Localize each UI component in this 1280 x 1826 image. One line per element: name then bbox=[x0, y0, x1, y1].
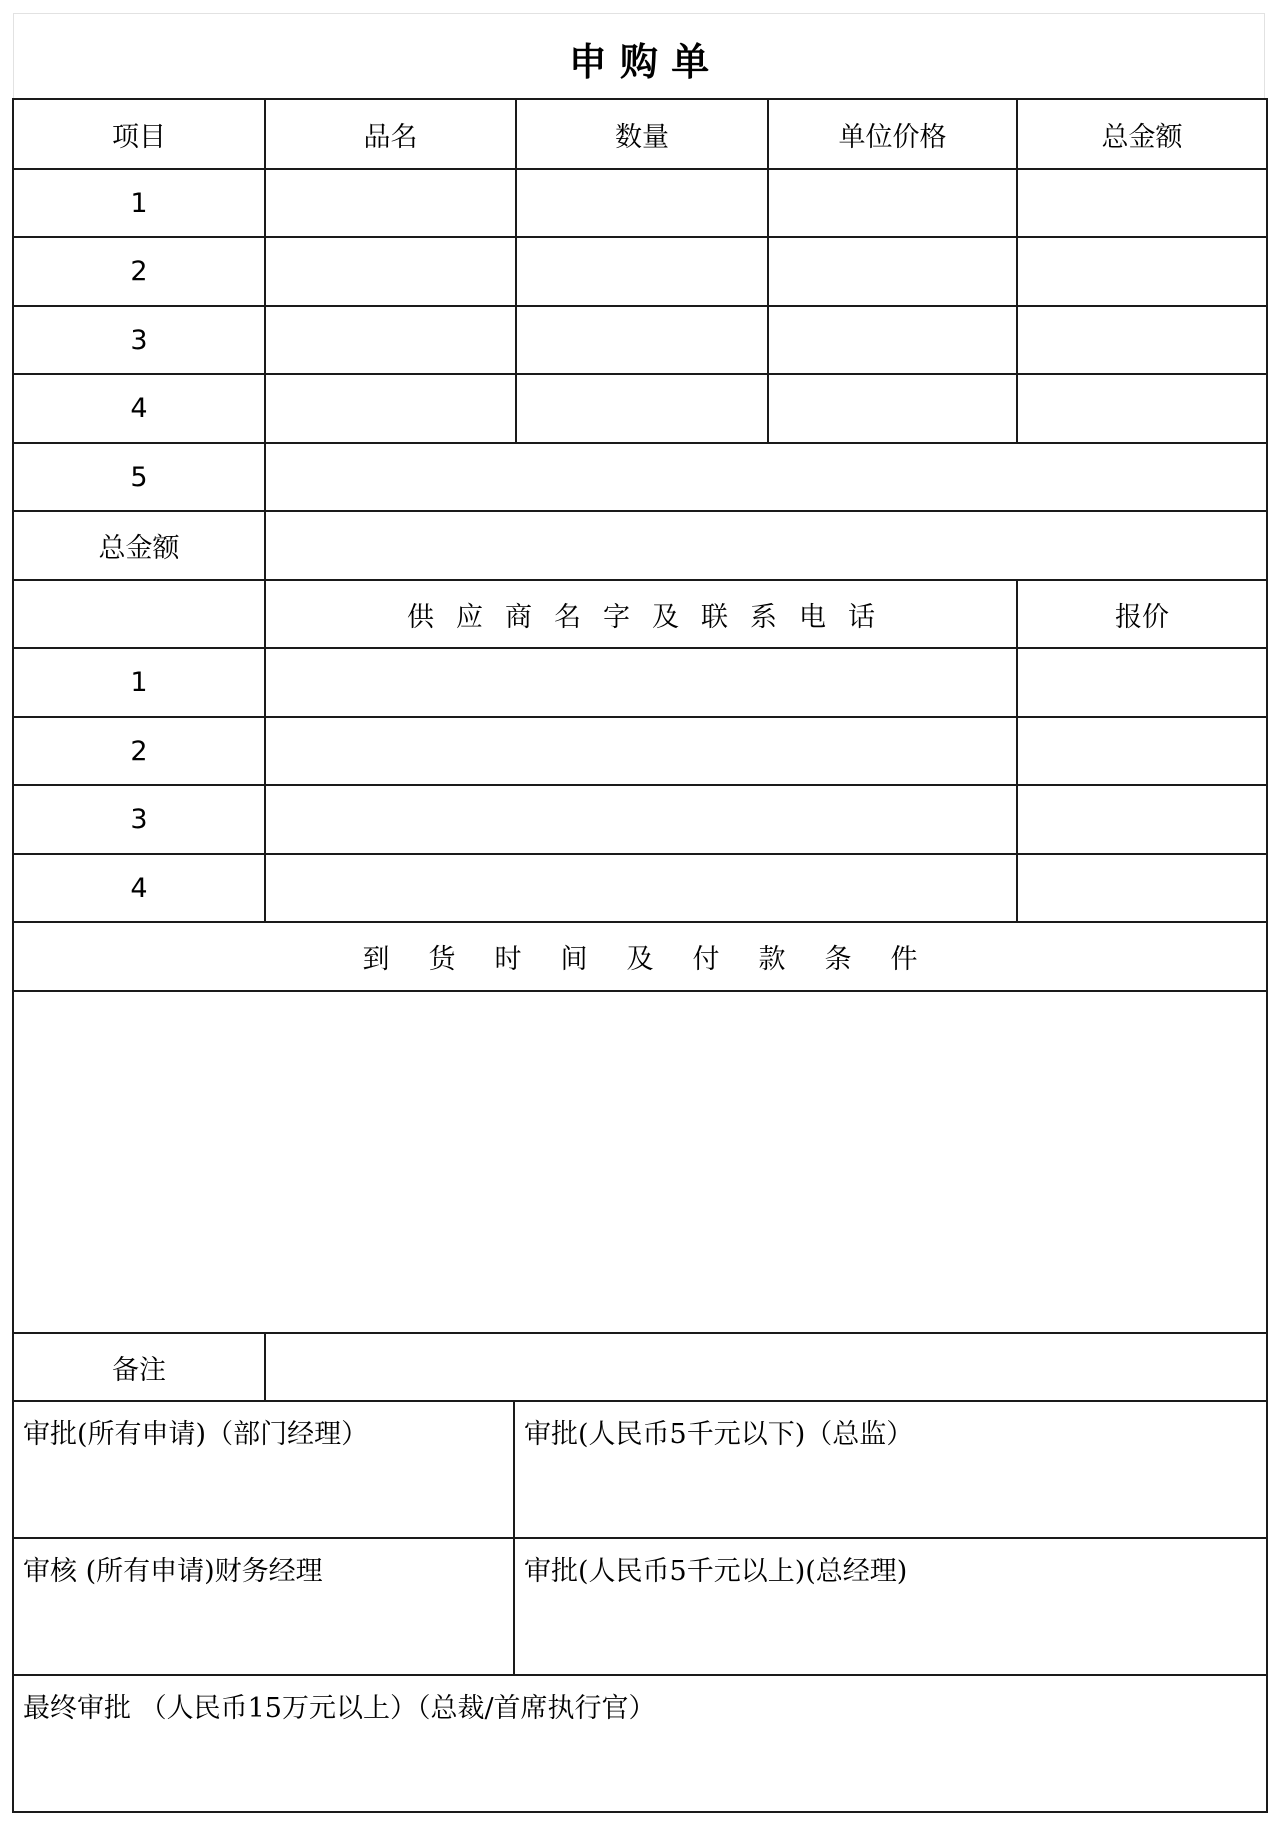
header-quantity: 数量 bbox=[615, 121, 669, 153]
approval-director[interactable] bbox=[515, 1402, 1266, 1537]
item-name-cell[interactable] bbox=[266, 375, 515, 442]
delivery-terms-header: 到货时间及付款条件 bbox=[362, 944, 957, 975]
header-supplier-name-phone: 供应商名字及联系电话 bbox=[407, 601, 897, 633]
approval-dept-manager-label: 审批(所有申请)（部门经理） bbox=[23, 1419, 369, 1450]
item-unit-price-cell[interactable] bbox=[769, 375, 1016, 442]
supplier-number: 3 bbox=[130, 804, 148, 835]
header-product-name: 品名 bbox=[363, 121, 418, 153]
supplier-quote-cell[interactable] bbox=[1018, 718, 1266, 784]
item-number: 3 bbox=[130, 324, 148, 356]
item-unit-price-cell[interactable] bbox=[769, 307, 1016, 373]
supplier-name-cell[interactable] bbox=[266, 786, 1016, 853]
approval-final-ceo-label: 最终审批 （人民币15万元以上）（总裁/首席执行官） bbox=[23, 1693, 656, 1724]
item-total-cell[interactable] bbox=[1018, 375, 1266, 442]
item-number: 2 bbox=[130, 256, 148, 287]
item-number: 4 bbox=[130, 393, 148, 424]
item-name-cell[interactable] bbox=[266, 238, 515, 305]
grand-total-label: 总金额 bbox=[98, 533, 180, 564]
item-unit-price-cell[interactable] bbox=[769, 444, 1016, 510]
supplier-number: 2 bbox=[130, 735, 148, 767]
supplier-header-blank bbox=[14, 581, 264, 647]
item-name-cell[interactable] bbox=[266, 307, 515, 373]
item-qty-cell[interactable] bbox=[517, 444, 767, 510]
page-title: 申 购 单 bbox=[568, 40, 710, 84]
item-qty-cell[interactable] bbox=[517, 307, 767, 373]
header-total-amount: 总金额 bbox=[1101, 121, 1183, 153]
item-unit-price-cell[interactable] bbox=[769, 238, 1016, 305]
item-total-cell[interactable] bbox=[1018, 170, 1266, 236]
item-qty-cell[interactable] bbox=[517, 170, 767, 236]
approval-final-ceo[interactable] bbox=[14, 1676, 1266, 1811]
remarks-label: 备注 bbox=[112, 1354, 166, 1386]
title-box bbox=[13, 13, 1265, 98]
supplier-number: 1 bbox=[130, 667, 148, 698]
item-qty-cell[interactable] bbox=[517, 238, 767, 305]
header-unit-price: 单位价格 bbox=[838, 121, 947, 153]
item-name-cell[interactable] bbox=[266, 444, 515, 510]
supplier-name-cell[interactable] bbox=[266, 649, 1016, 716]
approval-finance-manager[interactable] bbox=[14, 1539, 513, 1674]
item-total-cell[interactable] bbox=[1018, 444, 1266, 510]
item-unit-price-cell[interactable] bbox=[769, 170, 1016, 236]
delivery-terms-content[interactable] bbox=[14, 992, 1266, 1332]
item-qty-cell[interactable] bbox=[517, 375, 767, 442]
item-number: 5 bbox=[130, 461, 148, 493]
approval-director-label: 审批(人民币5千元以下)（总监） bbox=[524, 1419, 914, 1450]
supplier-quote-cell[interactable] bbox=[1018, 649, 1266, 716]
approval-dept-manager[interactable] bbox=[14, 1402, 513, 1537]
remarks-value-cell[interactable] bbox=[266, 1334, 1266, 1400]
item-number: 1 bbox=[130, 187, 148, 219]
item-name-cell[interactable] bbox=[266, 170, 515, 236]
item-total-cell[interactable] bbox=[1018, 238, 1266, 305]
header-item-no: 项目 bbox=[112, 121, 166, 153]
supplier-name-cell[interactable] bbox=[266, 718, 1016, 784]
supplier-name-cell[interactable] bbox=[266, 855, 1016, 921]
approval-general-manager[interactable] bbox=[515, 1539, 1266, 1674]
grand-total-value-cell[interactable] bbox=[266, 512, 1266, 579]
table-border-right bbox=[1266, 98, 1268, 1813]
approval-finance-manager-label: 审核 (所有申请)财务经理 bbox=[23, 1556, 323, 1587]
header-quote: 报价 bbox=[1115, 601, 1169, 633]
item-total-cell[interactable] bbox=[1018, 307, 1266, 373]
supplier-quote-cell[interactable] bbox=[1018, 786, 1266, 853]
supplier-number: 4 bbox=[130, 872, 148, 904]
approval-general-manager-label: 审批(人民币5千元以上)(总经理) bbox=[524, 1556, 908, 1587]
grid-line bbox=[12, 1811, 1268, 1813]
supplier-quote-cell[interactable] bbox=[1018, 855, 1266, 921]
